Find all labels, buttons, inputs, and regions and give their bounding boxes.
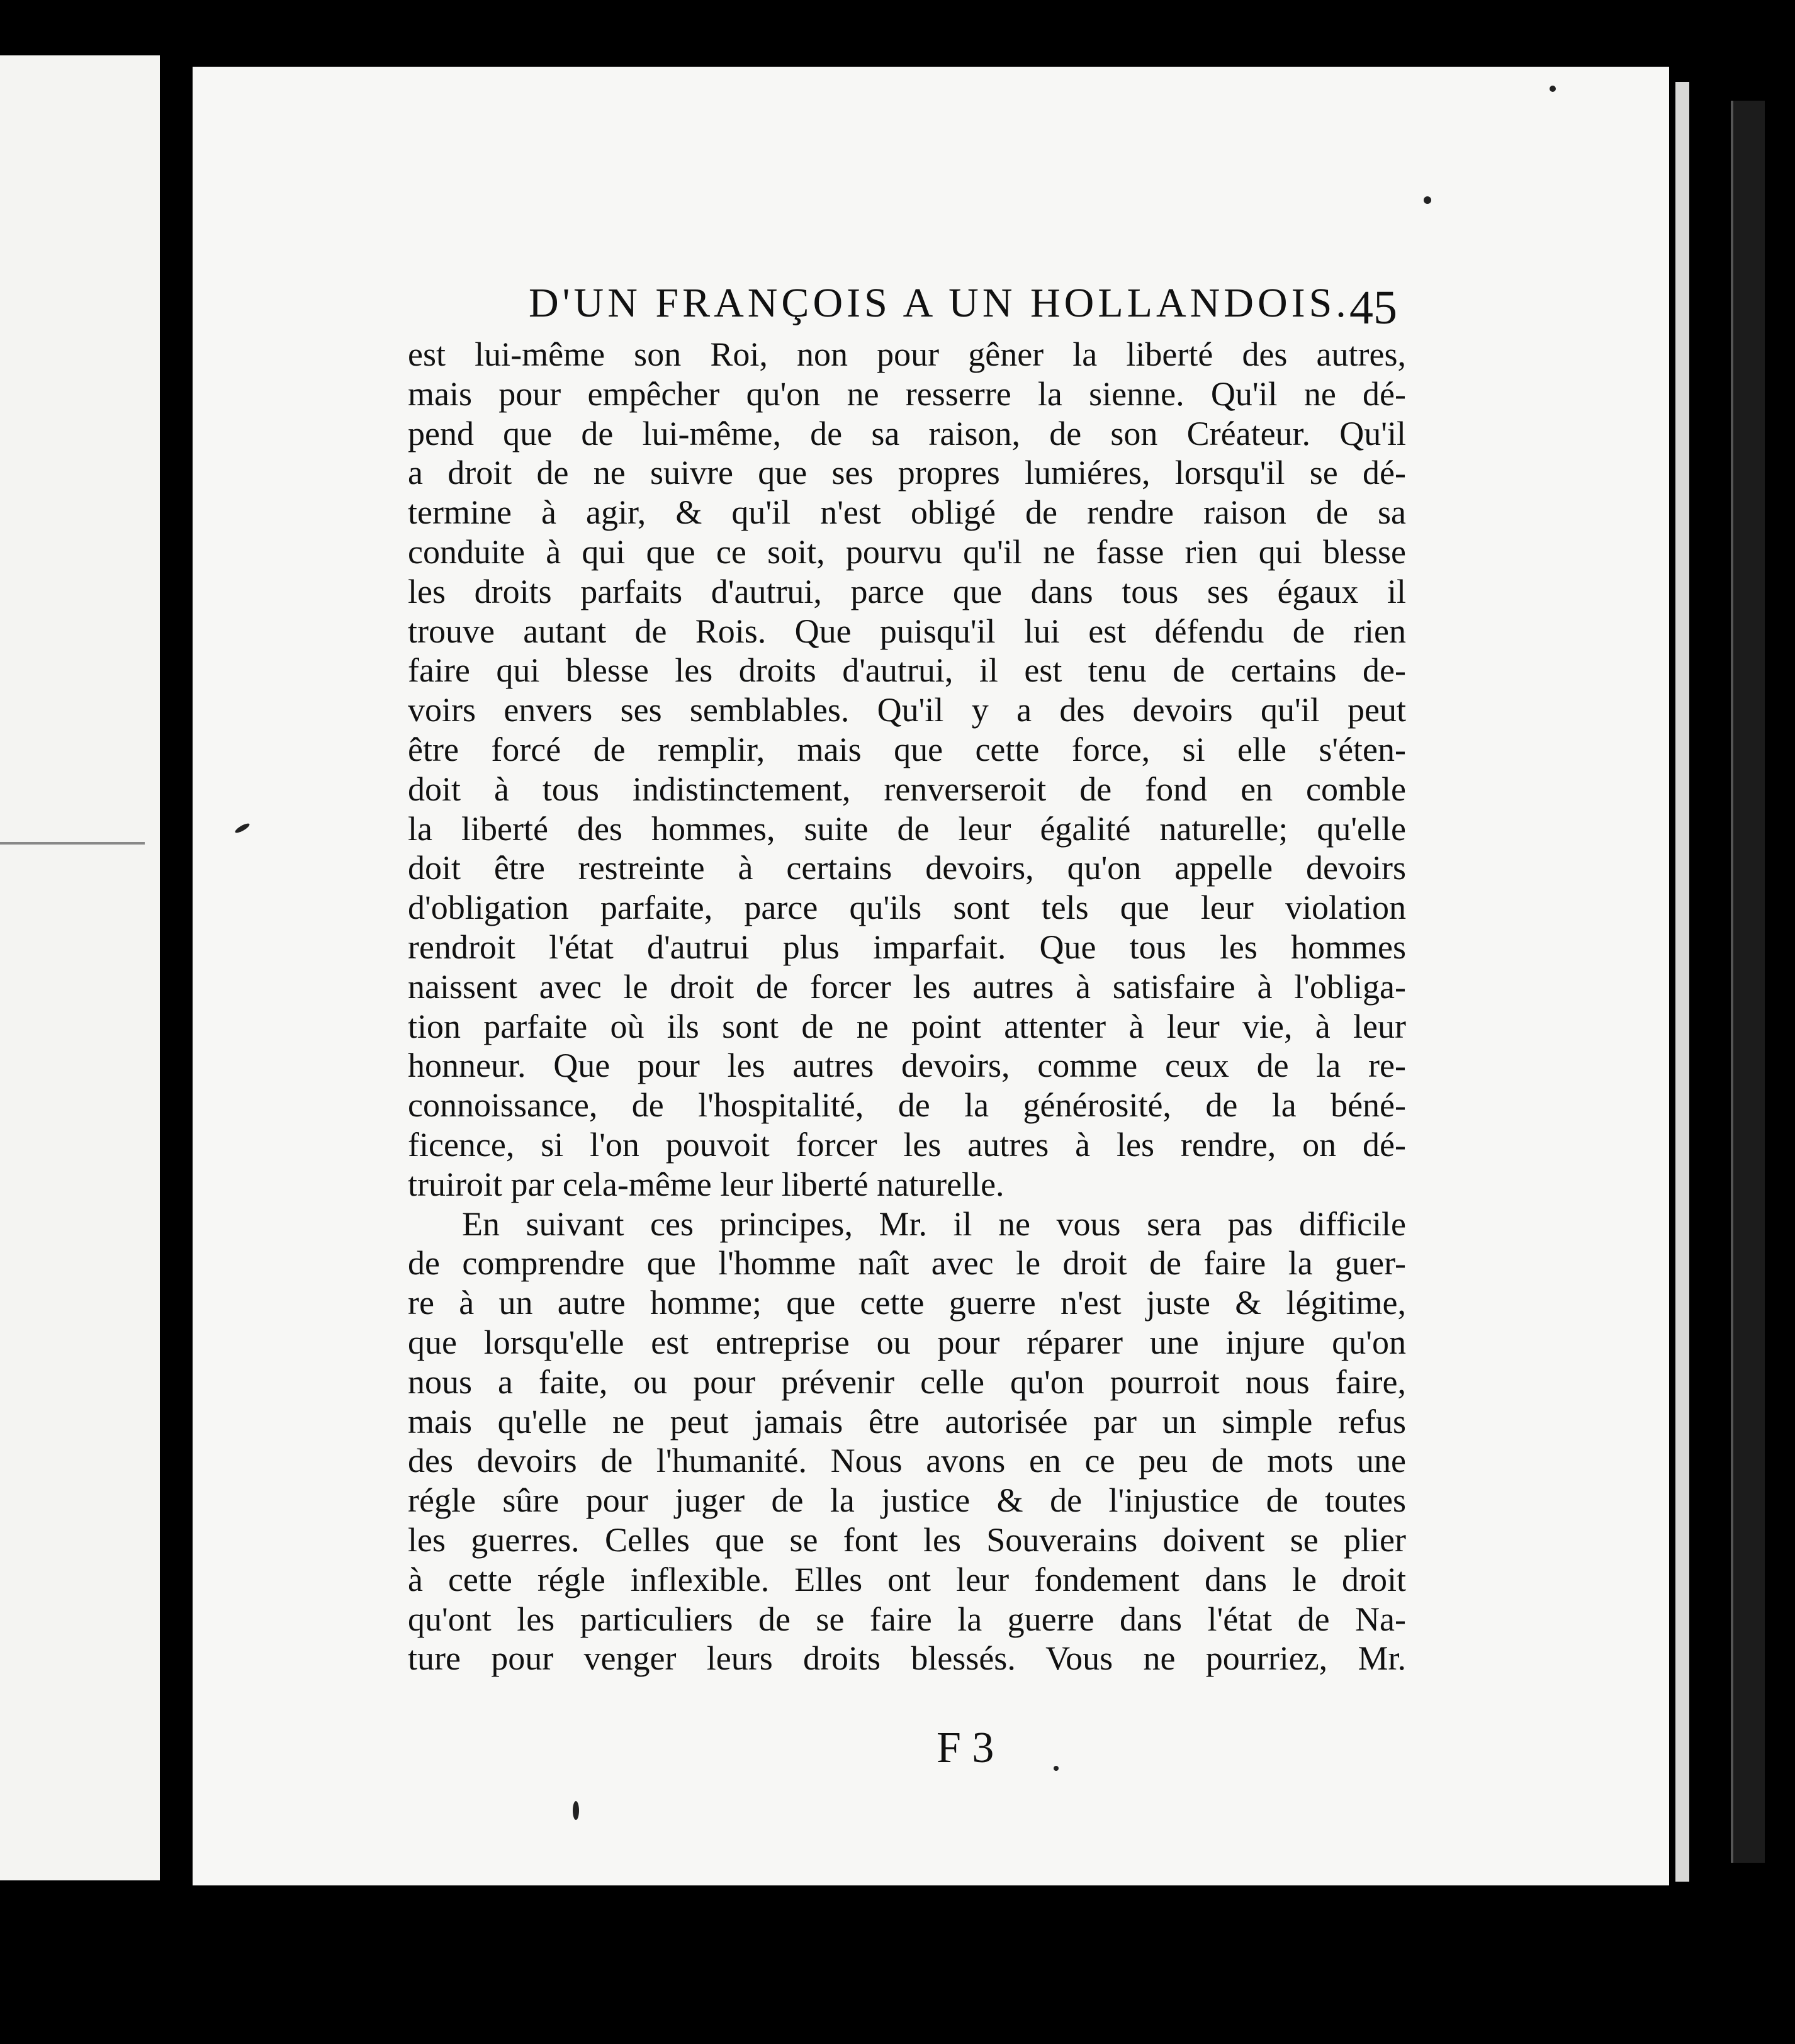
- text-line: voirs envers ses semblables. Qu'il y a des devoirs qu'il peut: [408, 691, 1406, 729]
- text-line: mais pour empêcher qu'on ne resserre la sienne. Qu'il ne dé-: [408, 374, 1406, 413]
- text-line: que lorsqu'elle est entreprise ou pour réparer une injure qu'on: [408, 1323, 1406, 1361]
- text-line: conduite à qui que ce soit, pourvu qu'il ne fasse rien qui blesse: [408, 532, 1406, 571]
- text-line: termine à agir, & qu'il n'est obligé de rendre raison de sa: [408, 493, 1406, 532]
- signature-mark: F 3: [937, 1724, 994, 1772]
- ink-speck: [1550, 86, 1556, 92]
- text-line: qu'ont les particuliers de se faire la guerre dans l'état de Na-: [408, 1600, 1406, 1638]
- text-line: la liberté des hommes, suite de leur égalité naturelle; qu'elle: [408, 809, 1406, 848]
- text-line: les guerres. Celles que se font les Souverains doivent se plier: [408, 1520, 1406, 1559]
- text-line: connoissance, de l'hospitalité, de la générosité, de la béné-: [408, 1086, 1406, 1125]
- text-line: honneur. Que pour les autres devoirs, comme ceux de la re-: [408, 1047, 1406, 1085]
- body-text: [408, 335, 1406, 1719]
- text-line: doit à tous indistinctement, renverseroit de fond en comble: [408, 770, 1406, 808]
- ink-speck: [1054, 1766, 1059, 1771]
- text-line: rendroit l'état d'autrui plus imparfait. Que tous les hommes: [408, 928, 1406, 966]
- text-line: truiroit par cela-même leur liberté naturelle.: [408, 1165, 1004, 1203]
- text-line: En suivant ces principes, Mr. il ne vous sera pas difficile: [462, 1204, 1406, 1243]
- text-line: les droits parfaits d'autrui, parce que dans tous ses égaux il: [408, 572, 1406, 610]
- facing-page-edge: [0, 55, 160, 1880]
- text-line: des devoirs de l'humanité. Nous avons en ce peu de mots une: [408, 1442, 1406, 1480]
- text-line: ficence, si l'on pouvoit forcer les autres à les rendre, on dé-: [408, 1125, 1406, 1164]
- text-line: mais qu'elle ne peut jamais être autorisée par un simple refus: [408, 1402, 1406, 1440]
- text-line: re à un autre homme; que cette guerre n'est juste & légitime,: [408, 1284, 1406, 1322]
- ink-speck: [573, 1801, 579, 1820]
- text-line: être forcé de remplir, mais que cette force, si elle s'éten-: [408, 730, 1406, 768]
- text-line: à cette régle inflexible. Elles ont leur fondement dans le droit: [408, 1560, 1406, 1598]
- text-line: régle sûre pour juger de la justice & de l'injustice de toutes: [408, 1481, 1406, 1520]
- text-line: tion parfaite où ils sont de ne point attenter à leur vie, à leur: [408, 1007, 1406, 1045]
- text-line: ture pour venger leurs droits blessés. Vous ne pourriez, Mr.: [408, 1639, 1406, 1678]
- text-line: est lui-même son Roi, non pour gêner la liberté des autres,: [408, 335, 1406, 373]
- paragraph-1: [408, 335, 1406, 1204]
- text-line: d'obligation parfaite, parce qu'ils sont tels que leur violation: [408, 889, 1406, 927]
- running-head: D'UN FRANÇOIS A UN HOLLANDOIS.: [529, 280, 1350, 326]
- text-line: naissent avec le droit de forcer les autres à satisfaire à l'obliga-: [408, 967, 1406, 1006]
- page-edge-strip: [1675, 82, 1689, 1882]
- ink-speck: [1424, 196, 1431, 204]
- text-line: a droit de ne suivre que ses propres lumiéres, lorsqu'il se dé-: [408, 454, 1406, 492]
- text-line: de comprendre que l'homme naît avec le droit de faire la guer-: [408, 1244, 1406, 1283]
- text-line: faire qui blesse les droits d'autrui, il est tenu de certains de-: [408, 651, 1406, 690]
- book-edge-shadow: [1731, 101, 1765, 1863]
- text-line: trouve autant de Rois. Que puisqu'il lui est défendu de rien: [408, 612, 1406, 650]
- paragraph-2: [408, 1204, 1406, 1679]
- text-line: nous a faite, ou pour prévenir celle qu'on pourroit nous faire,: [408, 1362, 1406, 1401]
- text-line: doit être restreinte à certains devoirs, qu'on appelle devoirs: [408, 849, 1406, 887]
- page-number: 45: [1349, 281, 1397, 334]
- text-line: pend que de lui-même, de sa raison, de son Créateur. Qu'il: [408, 414, 1406, 452]
- facing-page-mark: [0, 842, 145, 845]
